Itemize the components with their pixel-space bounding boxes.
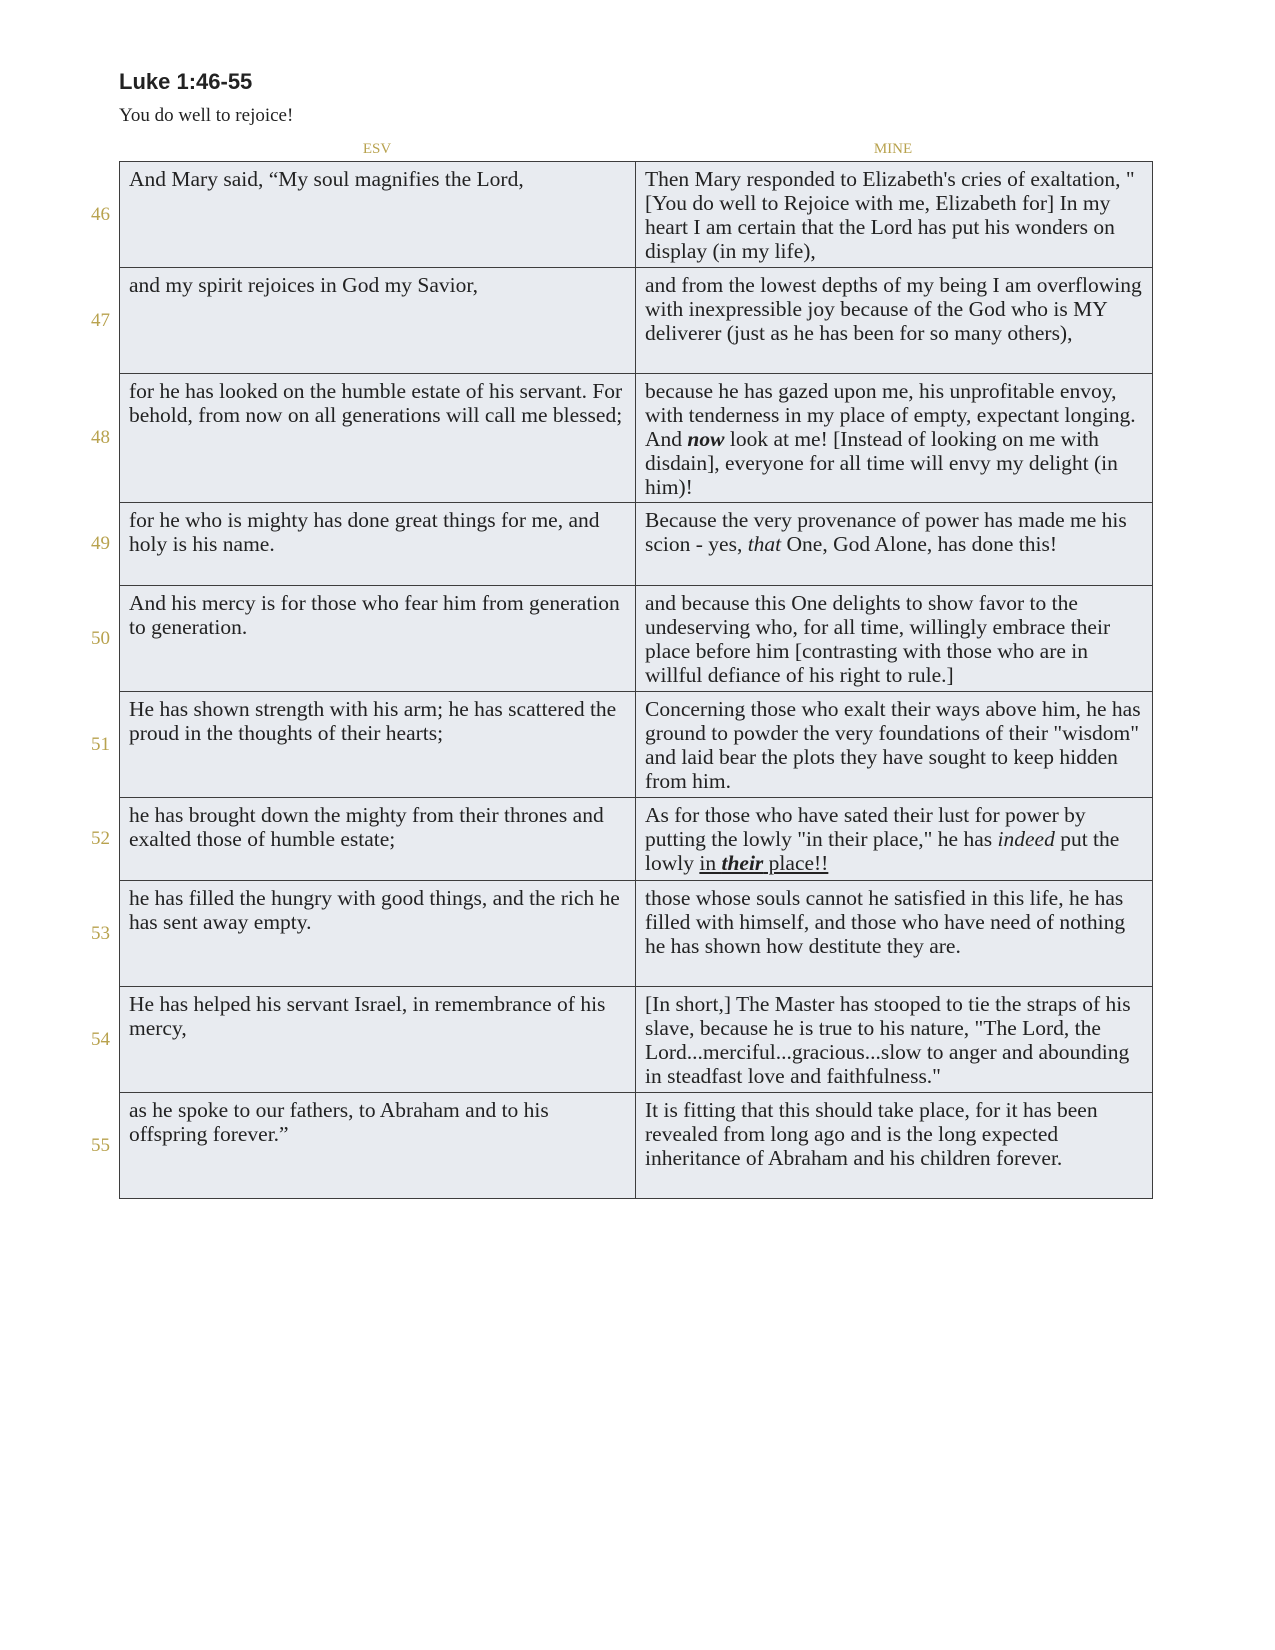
esv-cell [91, 987, 636, 1093]
table-row [120, 798, 1153, 881]
esv-cell [91, 692, 636, 798]
table-row [120, 881, 1153, 987]
table-row [120, 1093, 1153, 1199]
mine-cell [636, 374, 1153, 503]
mine-cell [636, 987, 1153, 1093]
mine-text-segment: and from the lowest depths of my being I am overflowing with inexpressible joy because of the God who is MY deliverer (just as he has been for so many others), [645, 273, 1142, 345]
esv-text: as he spoke to our fathers, to Abraham and to his offspring forever.” [129, 1098, 549, 1146]
esv-cell [91, 268, 636, 374]
mine-cell [636, 1093, 1153, 1199]
mine-text-segment: look at me! [Instead of looking on me with disdain], everyone for all time will envy my delight (in him)! [645, 427, 1118, 499]
verse-number: 47 [91, 309, 110, 331]
verse-number: 52 [91, 828, 110, 849]
mine-text-segment: Concerning those who exalt their ways above him, he has ground to powder the very foundations of their "wisdom" and laid bear the plots they have sought to keep hidden from him. [645, 697, 1141, 793]
column-header-esv: ESV [362, 141, 392, 157]
mine-text-segment: As for those who have sated their lust for power by putting the lowly "in their place," he has [645, 803, 1086, 851]
mine-text-segment: in [699, 851, 722, 875]
table-row [120, 692, 1153, 798]
mine-text-segment: those whose souls cannot he satisfied in this life, he has filled with himself, and those who have need of nothing he has shown how destitute they are. [645, 886, 1126, 958]
mine-text-segment: Because the very provenance of power has made me his scion - yes, [645, 508, 1127, 556]
verse-number: 49 [91, 533, 110, 554]
verse-number: 53 [91, 922, 110, 944]
mine-cell [636, 503, 1153, 586]
mine-text-segment: indeed [997, 827, 1055, 851]
esv-cell [91, 586, 636, 692]
verse-table-body [91, 162, 1153, 1199]
table-row [120, 268, 1153, 374]
mine-cell [636, 586, 1153, 692]
table-row [120, 586, 1153, 692]
mine-text-segment: [In short,] The Master has stooped to tie the straps of his slave, because he is true to his nature, "The Lord, the Lord...merciful...gracious...slow to anger and abounding in steadfast love and faithfulness." [645, 992, 1131, 1088]
mine-cell [636, 162, 1153, 268]
mine-text-segment: place!! [763, 851, 829, 875]
verse-number: 50 [91, 627, 110, 649]
mine-text-segment: Then Mary responded to Elizabeth's cries of exaltation, "[You do well to Rejoice with me, Elizabeth for] In my heart I am certain that the Lord has put his wonders on display (in my life), [645, 167, 1135, 263]
esv-text: he has brought down the mighty from their thrones and exalted those of humble estate; [129, 803, 604, 851]
mine-text-segment: put the lowly [645, 827, 1120, 875]
verse-number: 55 [91, 1134, 110, 1156]
esv-text: And his mercy is for those who fear him from generation to generation. [129, 591, 620, 639]
esv-text: for he has looked on the humble estate of his servant. For behold, from now on all generations will call me blessed; [129, 379, 623, 427]
esv-text: he has filled the hungry with good things, and the rich he has sent away empty. [129, 886, 620, 934]
mine-cell [636, 268, 1153, 374]
verse-number: 54 [91, 1028, 110, 1050]
esv-text: He has helped his servant Israel, in remembrance of his mercy, [129, 992, 606, 1040]
esv-text: and my spirit rejoices in God my Savior, [129, 273, 479, 297]
mine-cell [636, 881, 1153, 987]
mine-text-segment: now [687, 427, 725, 451]
mine-text-segment: their [721, 851, 764, 875]
table-row [120, 374, 1153, 503]
esv-cell [91, 374, 636, 503]
table-row [120, 162, 1153, 268]
verse-comparison-table [91, 161, 1153, 1199]
mine-text-segment: It is fitting that this should take place, for it has been revealed from long ago and is the long expected inheritance of Abraham and his children forever. [645, 1098, 1098, 1170]
esv-cell [91, 881, 636, 987]
verse-number: 51 [91, 733, 110, 755]
mine-text-segment: and because this One delights to show favor to the undeserving who, for all time, willingly embrace their place before him [contrasting with those who are in willful defiance of his right to rule.] [645, 591, 1111, 687]
column-header-mine: MINE [873, 141, 913, 157]
esv-cell [91, 503, 636, 586]
page-subtitle: You do well to rejoice! [119, 105, 294, 126]
esv-text: He has shown strength with his arm; he has scattered the proud in the thoughts of their hearts; [129, 697, 617, 745]
mine-text-segment: One, God Alone, has done this! [781, 532, 1058, 556]
esv-cell [91, 162, 636, 268]
esv-text: And Mary said, “My soul magnifies the Lord, [129, 167, 524, 191]
table-row [120, 503, 1153, 586]
esv-cell [91, 1093, 636, 1199]
mine-cell [636, 798, 1153, 881]
mine-text-segment: because he has gazed upon me, his unprofitable envoy, with tenderness in my place of empty, expectant longing. And [645, 379, 1136, 451]
verse-number: 46 [91, 203, 110, 225]
table-row [120, 987, 1153, 1093]
esv-cell [91, 798, 636, 881]
page-title: Luke 1:46-55 [119, 69, 253, 94]
verse-number: 48 [91, 427, 110, 448]
mine-cell [636, 692, 1153, 798]
mine-text-segment: that [747, 532, 782, 556]
esv-text: for he who is mighty has done great things for me, and holy is his name. [129, 508, 600, 556]
